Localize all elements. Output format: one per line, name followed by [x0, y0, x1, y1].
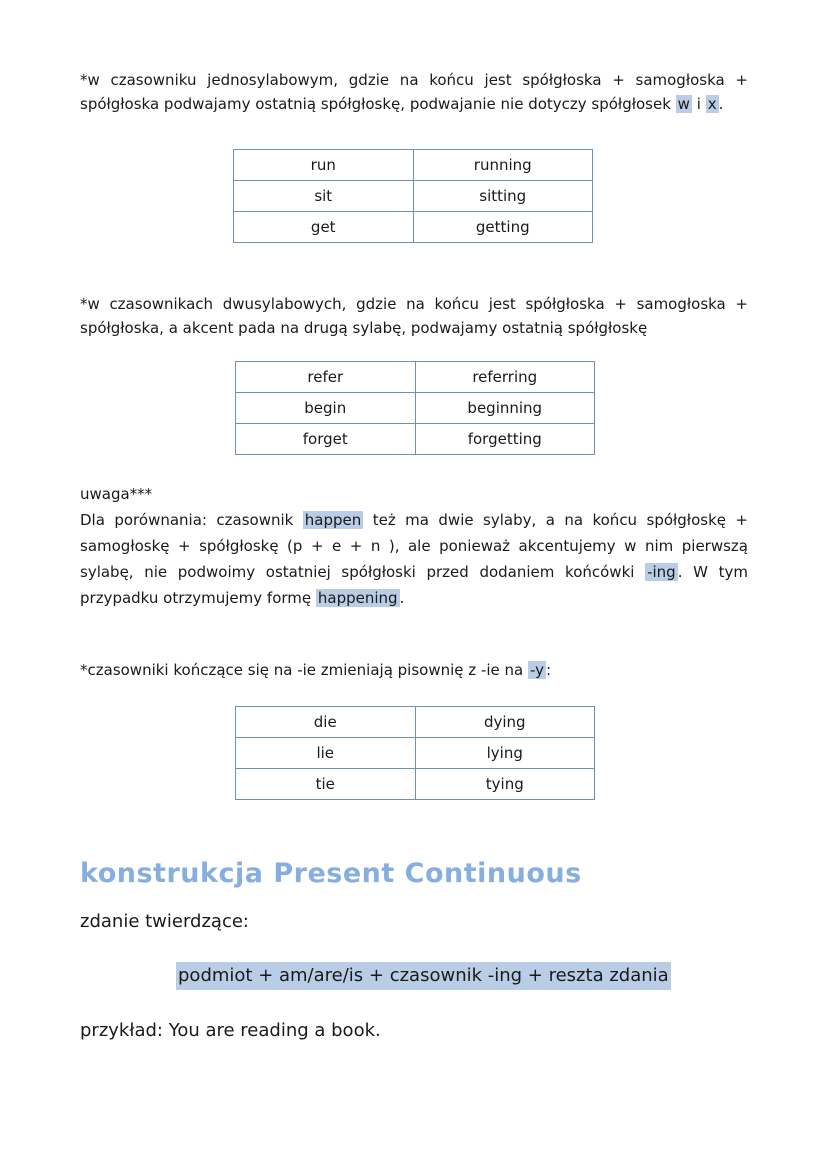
table-row [236, 707, 595, 738]
rule-one-body: *w czasowniku jednosylabowym, gdzie na końcu jest spółgłoska + samogłoska + spółgłoska podwajamy ostatnią spółgłoskę, podwajanie nie dotyczy spółgłosek [80, 71, 748, 113]
base-verb: refer [236, 362, 416, 393]
note-heading: uwaga*** [80, 485, 153, 503]
section-title: konstrukcja Present Continuous [80, 858, 582, 889]
table-row [234, 181, 593, 212]
base-verb: sit [234, 181, 414, 212]
note-part-one: Dla porównania: czasownik [80, 511, 294, 529]
base-verb: get [234, 212, 414, 243]
highlight-w: w [677, 95, 690, 113]
highlight-happen: happen [304, 511, 362, 529]
highlight-y: -y [529, 661, 545, 679]
note-part-three: . W tym przypadku otrzymujemy formę [80, 563, 748, 607]
rule-one-period: . [718, 95, 724, 113]
note-period: . [399, 589, 405, 607]
ing-form: referring [415, 362, 595, 393]
ing-form: dying [415, 707, 595, 738]
ing-form: tying [415, 769, 595, 800]
ing-form: getting [413, 212, 593, 243]
rule-three-text [80, 658, 748, 682]
table-one-syllable [233, 149, 593, 243]
table-two-syllable [235, 361, 595, 455]
table-row [234, 212, 593, 243]
note-part-two: też ma dwie sylaby, a na końcu spółgłoskę + samogłoskę + spółgłoskę (p + e + n ), ale ponieważ akcentujemy w nim pierwszą sylabę, nie podwoimy ostatniej spółgłoski przed dodaniem końcówki [80, 511, 748, 581]
note-text [80, 507, 748, 611]
rule-three-body: *czasowniki kończące się na -ie zmieniają pisownię z -ie na [80, 661, 524, 679]
table-row [236, 769, 595, 800]
table-row [236, 738, 595, 769]
rule-two-text: *w czasownikach dwusylabowych, gdzie na końcu jest spółgłoska + samogłoska + spółgłoska, a akcent pada na drugą sylabę, podwajamy ostatnią spółgłoskę [80, 295, 748, 337]
base-verb: tie [236, 769, 416, 800]
ing-form: forgetting [415, 424, 595, 455]
table-row [236, 424, 595, 455]
rule-one-conjunction: i [696, 95, 701, 113]
highlight-happening: happening [317, 589, 398, 607]
rule-three-colon: : [546, 661, 552, 679]
ing-form: lying [415, 738, 595, 769]
base-verb: lie [236, 738, 416, 769]
table-row [236, 362, 595, 393]
highlight-ing: -ing [647, 563, 676, 581]
table-row [234, 150, 593, 181]
base-verb: die [236, 707, 416, 738]
example-sentence: przykład: You are reading a book. [80, 1020, 381, 1041]
highlight-x: x [707, 95, 717, 113]
rule-one-text [80, 68, 748, 116]
section-subtitle: zdanie twierdzące: [80, 911, 249, 932]
table-row [236, 393, 595, 424]
ing-form: beginning [415, 393, 595, 424]
table-ie-verbs [235, 706, 595, 800]
base-verb: begin [236, 393, 416, 424]
formula: podmiot + am/are/is + czasownik -ing + reszta zdania [176, 962, 671, 990]
ing-form: sitting [413, 181, 593, 212]
base-verb: forget [236, 424, 416, 455]
ing-form: running [413, 150, 593, 181]
base-verb: run [234, 150, 414, 181]
